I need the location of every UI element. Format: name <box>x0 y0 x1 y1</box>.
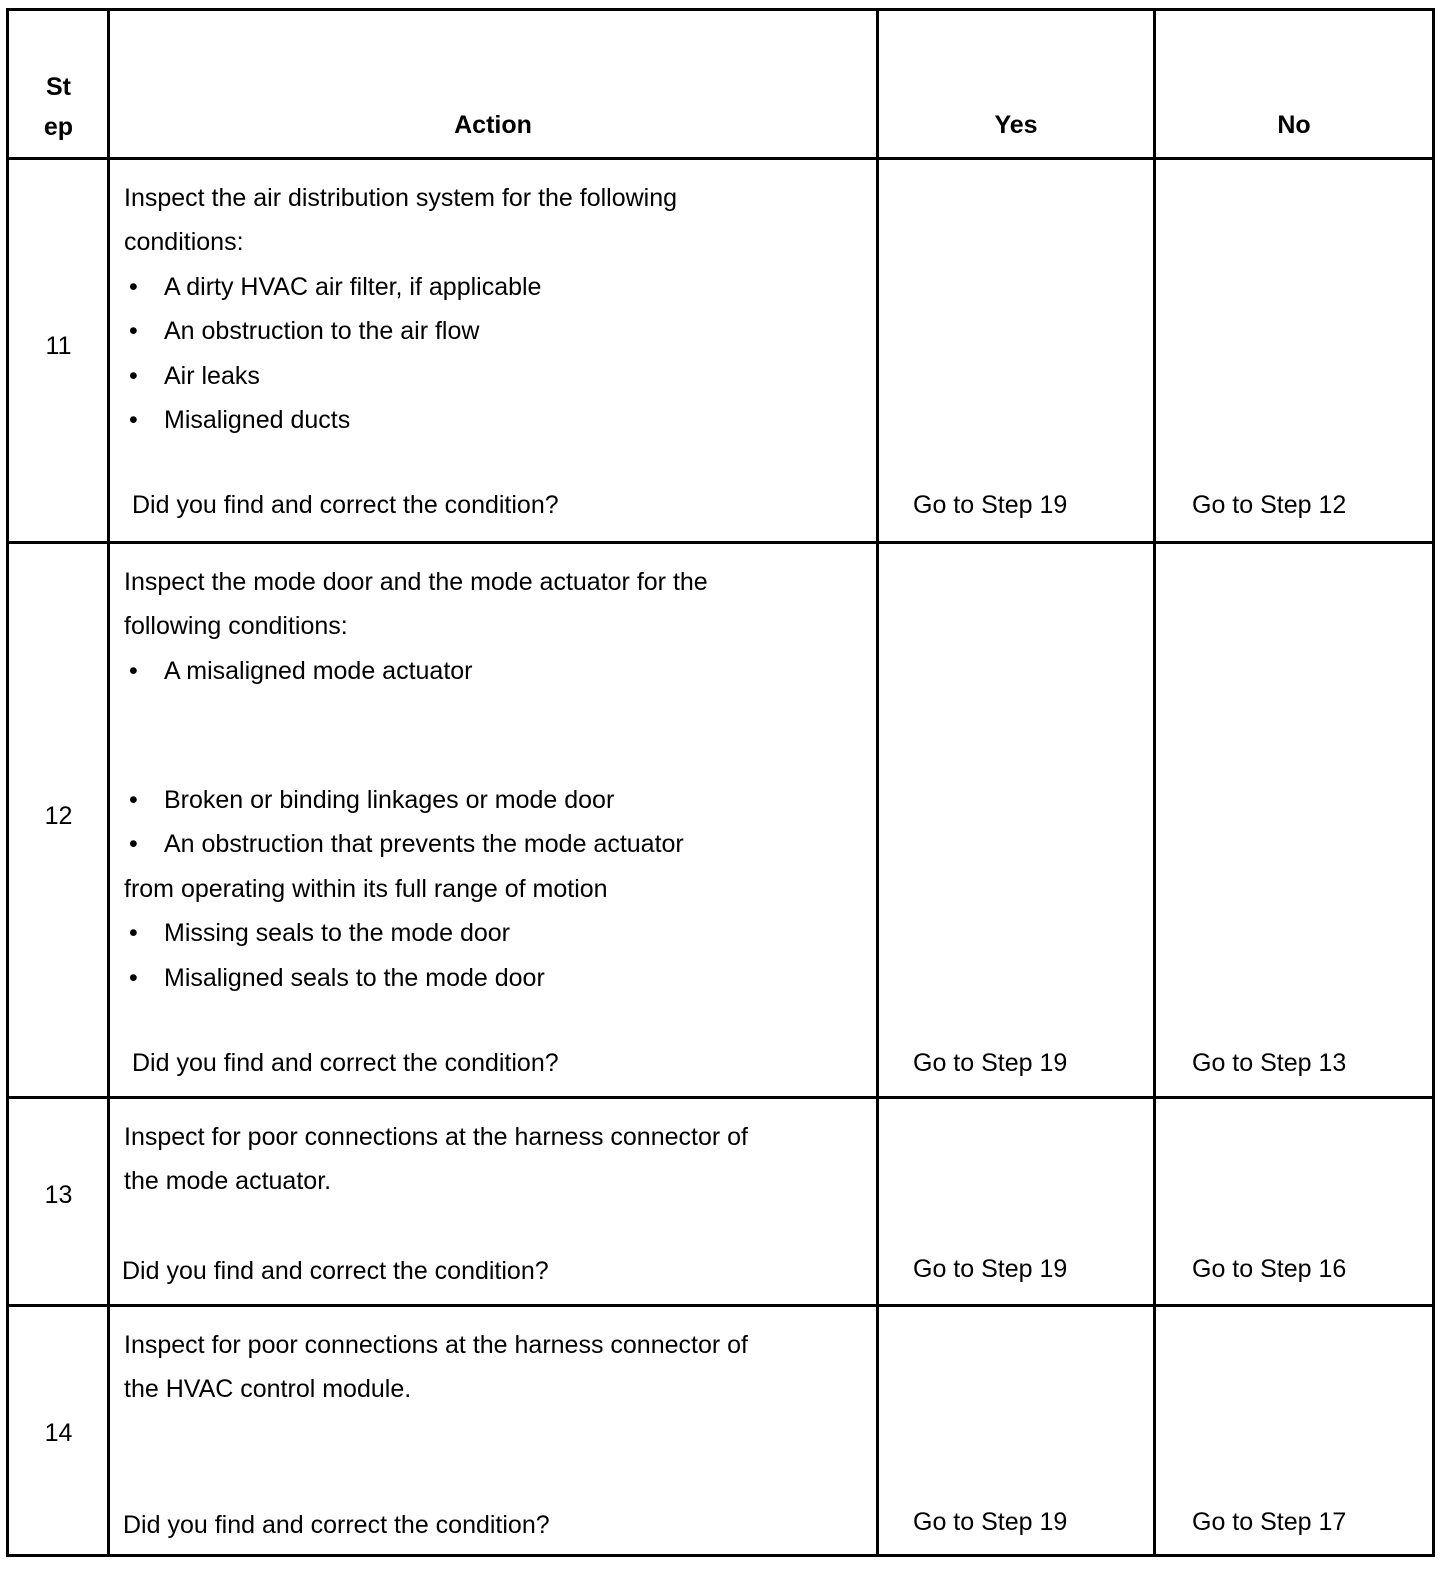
bullet-item: An obstruction to the air flow <box>164 317 480 345</box>
bullet-item: A misaligned mode actuator <box>164 657 473 685</box>
action-question: Did you find and correct the condition? <box>122 1257 549 1285</box>
table-row <box>9 1304 1432 1554</box>
action-intro-line2: conditions: <box>124 228 244 256</box>
no-result: Go to Step 13 <box>1192 1049 1347 1077</box>
bullet-icon: • <box>129 919 138 947</box>
yes-result: Go to Step 19 <box>913 1255 1068 1283</box>
diagnostic-table <box>6 8 1435 1557</box>
header-no: No <box>1277 111 1311 139</box>
step-number: 13 <box>44 1181 73 1209</box>
action-intro-line2: the mode actuator. <box>124 1167 332 1195</box>
action-question: Did you find and correct the condition? <box>123 1511 550 1539</box>
header-step <box>9 67 108 147</box>
table-row <box>9 157 1432 541</box>
no-result: Go to Step 16 <box>1192 1255 1347 1283</box>
bullet-item: Misaligned seals to the mode door <box>164 964 545 992</box>
bullet-icon: • <box>129 362 138 390</box>
header-yes: Yes <box>994 111 1038 139</box>
step-number: 11 <box>45 332 72 360</box>
table-row <box>9 1096 1432 1304</box>
action-intro-line2: the HVAC control module. <box>124 1375 412 1403</box>
bullet-item: Misaligned ducts <box>164 406 351 434</box>
bullet-icon: • <box>129 273 138 301</box>
bullet-icon: • <box>129 406 138 434</box>
bullet-continuation: from operating within its full range of motion <box>124 875 608 903</box>
header-action: Action <box>454 111 532 139</box>
action-intro-line1: Inspect for poor connections at the harness connector of <box>124 1331 748 1359</box>
no-result: Go to Step 12 <box>1192 491 1347 519</box>
yes-result: Go to Step 19 <box>913 1049 1068 1077</box>
bullet-icon: • <box>129 964 138 992</box>
step-number: 14 <box>44 1419 73 1447</box>
table-header-row <box>9 11 1432 157</box>
action-question: Did you find and correct the condition? <box>132 1049 559 1077</box>
bullet-icon: • <box>129 786 138 814</box>
bullet-item: Air leaks <box>164 362 260 390</box>
step-number: 12 <box>44 802 73 830</box>
action-question: Did you find and correct the condition? <box>132 491 559 519</box>
bullet-icon: • <box>129 317 138 345</box>
table-row <box>9 541 1432 1096</box>
action-intro-line1: Inspect the air distribution system for the following <box>124 184 678 212</box>
bullet-item: An obstruction that prevents the mode actuator <box>164 830 684 858</box>
yes-result: Go to Step 19 <box>913 1508 1068 1536</box>
bullet-item: Missing seals to the mode door <box>164 919 511 947</box>
bullet-icon: • <box>129 830 138 858</box>
header-step-line2: ep <box>43 113 74 141</box>
action-intro-line1: Inspect the mode door and the mode actuator for the <box>124 568 708 596</box>
bullet-icon: • <box>129 657 138 685</box>
header-step-line1: St <box>46 73 71 101</box>
bullet-item: A dirty HVAC air filter, if applicable <box>164 273 542 301</box>
action-intro-line2: following conditions: <box>124 612 348 640</box>
action-intro-line1: Inspect for poor connections at the harness connector of <box>124 1123 748 1151</box>
no-result: Go to Step 17 <box>1192 1508 1347 1536</box>
bullet-item: Broken or binding linkages or mode door <box>164 786 615 814</box>
yes-result: Go to Step 19 <box>913 491 1068 519</box>
